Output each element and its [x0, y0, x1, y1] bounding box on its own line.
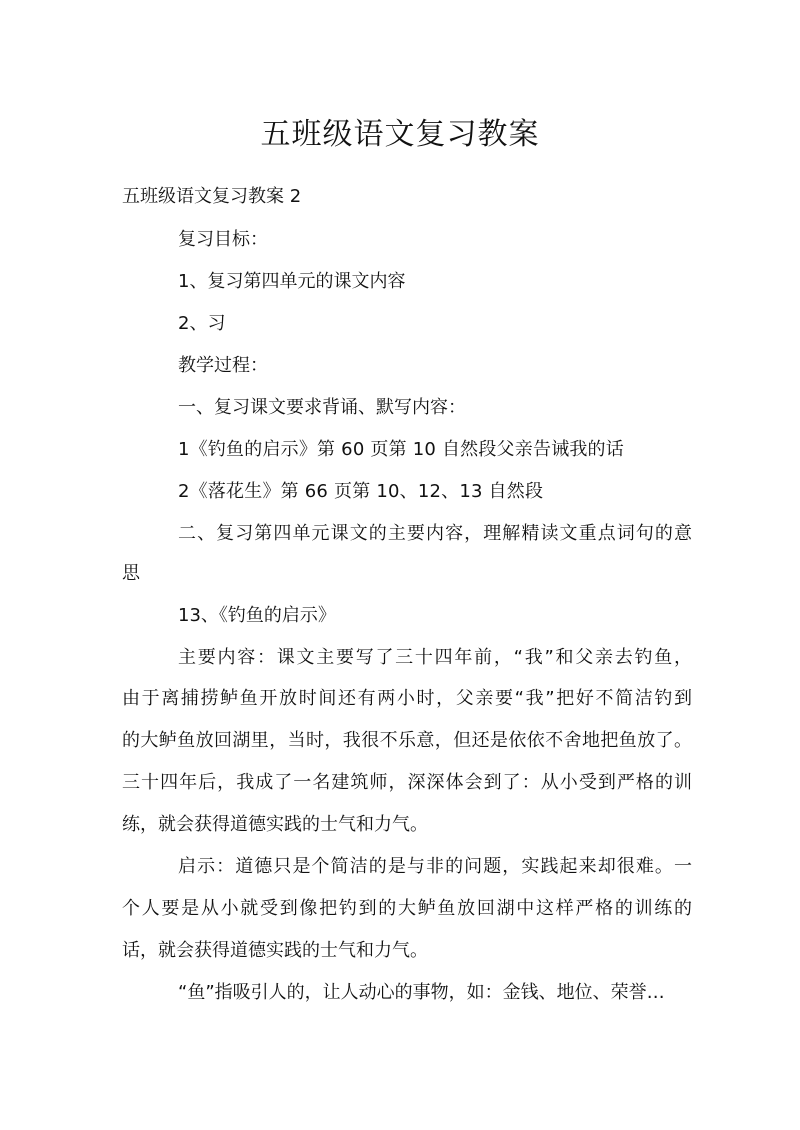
main-content-line-5: 练，就会获得道德实践的士气和力气。 [122, 814, 428, 835]
recitation-item-1: 1《钓鱼的启示》第 60 页第 10 自然段父亲告诫我的话 [178, 439, 624, 460]
main-content-line-2: 由于离捕捞鲈鱼开放时间还有两小时，父亲要“我”把好不简洁钓到 [122, 688, 692, 709]
review-goals-heading: 复习目标： [178, 229, 268, 250]
review-goal-1: 1、复习第四单元的课文内容 [178, 271, 406, 292]
main-content-line-3: 的大鲈鱼放回湖里，当时，我很不乐意，但还是依依不舍地把鱼放了。 [122, 730, 692, 751]
page-title: 五班级语文复习教案 [260, 117, 540, 152]
recitation-item-2: 2《落花生》第 66 页第 10、12、13 自然段 [178, 481, 544, 502]
fish-meaning-line: “鱼”指吸引人的，让人动心的事物，如：金钱、地位、荣誉… [178, 982, 665, 1003]
subtitle-line: 五班级语文复习教案 2 [122, 186, 302, 207]
section-one-heading: 一、复习课文要求背诵、默写内容： [178, 397, 466, 418]
lesson-title: 13、《钓鱼的启示》 [178, 605, 336, 626]
main-content-line-1: 主要内容：课文主要写了三十四年前，“我”和父亲去钓鱼， [178, 647, 692, 668]
teaching-process-heading: 教学过程： [178, 355, 268, 376]
main-content-line-4: 三十四年后，我成了一名建筑师，深深体会到了：从小受到严格的训 [122, 772, 692, 793]
inspiration-line-1: 启示：道德只是个简洁的是与非的问题，实践起来却很难。一 [178, 856, 692, 877]
inspiration-line-3: 话，就会获得道德实践的士气和力气。 [122, 940, 428, 961]
review-goal-2: 2、习 [178, 313, 226, 334]
section-two-heading: 二、复习第四单元课文的主要内容，理解精读文重点词句的意 [178, 523, 692, 544]
section-two-heading-continuation: 思 [122, 563, 140, 584]
inspiration-line-2: 个人要是从小就受到像把钓到的大鲈鱼放回湖中这样严格的训练的 [122, 898, 692, 919]
